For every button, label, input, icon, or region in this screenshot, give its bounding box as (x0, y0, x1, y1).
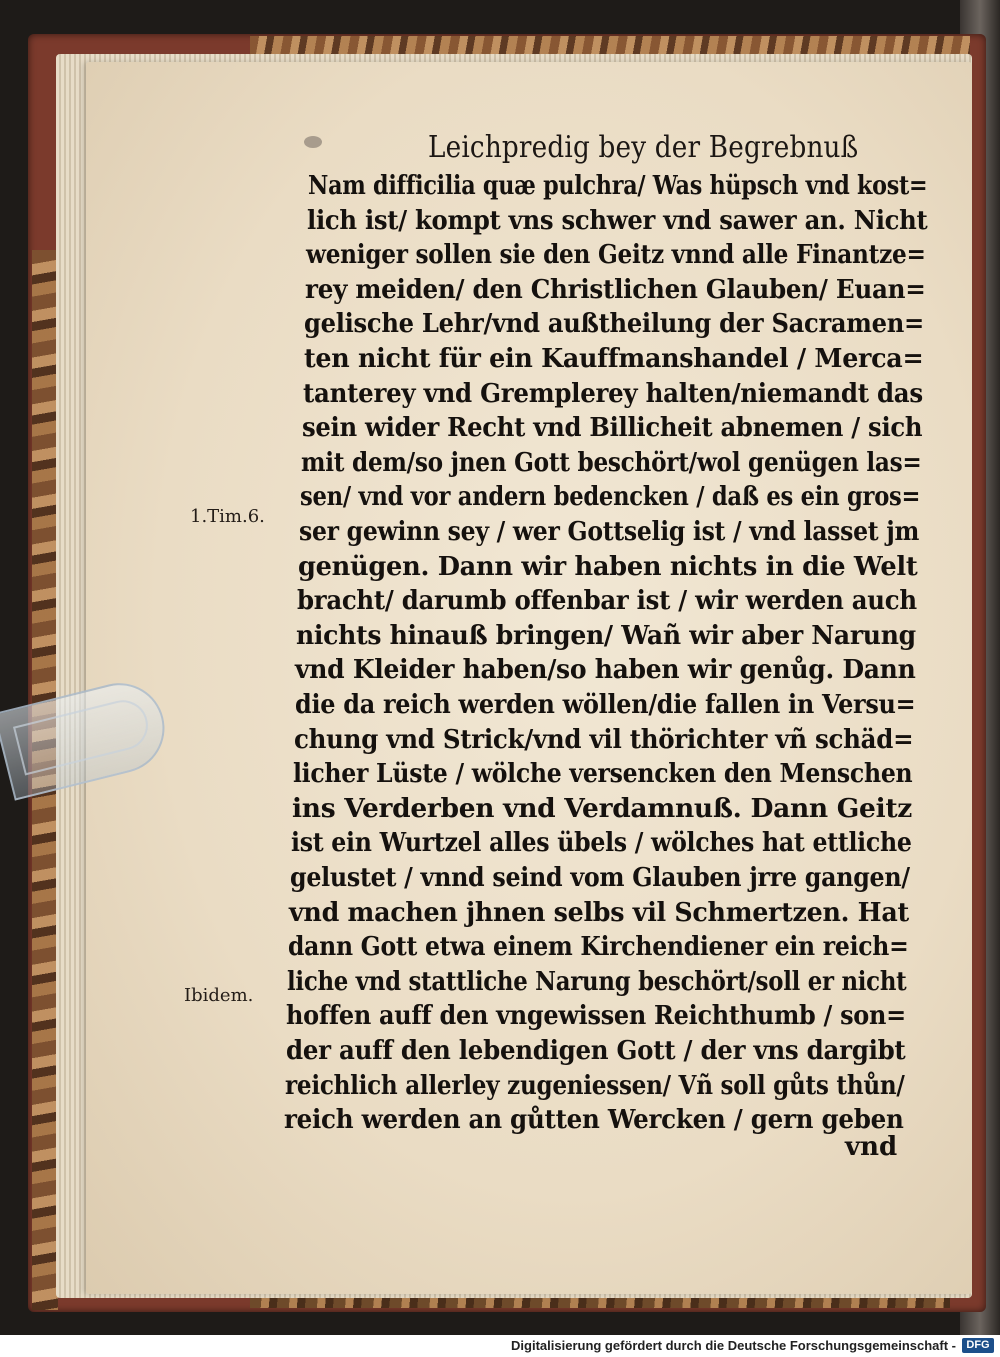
text-line: ser gewinn sey / wer Gottselig ist / vnd lasset jm (299, 517, 920, 547)
page-clip-inner (13, 695, 153, 775)
text-line: ins Verderben vnd Verdamnuß. Dann Geitz (292, 794, 912, 824)
text-line: chung vnd Strick/vnd vil thörichter vñ schäd= (294, 725, 914, 755)
text-line: reich werden an gůtten Wercken / gern geben (284, 1105, 904, 1135)
text-line: sein wider Recht vnd Billicheit abnemen / sich (302, 413, 923, 443)
text-line: liche vnd stattliche Narung beschört/soll er nicht (287, 967, 907, 997)
text-line: dann Gott etwa einem Kirchendiener ein reich= (288, 932, 909, 962)
margin-note-ibidem: Ibidem. (184, 985, 254, 1006)
text-line: mit dem/so jnen Gott beschört/wol genügen las= (301, 448, 922, 478)
text-line: tanterey vnd Gremplerey halten/niemandt das (303, 379, 923, 409)
text-line: vnd Kleider haben/so haben wir genůg. Dann (295, 655, 916, 685)
footer-credit: Digitalisierung gefördert durch die Deutsche Forschungsgemeinschaft - (511, 1338, 956, 1353)
body-text (284, 170, 934, 1150)
text-line: vnd machen jhnen selbs vil Schmertzen. Hat (289, 898, 909, 928)
dfg-logo: DFG (962, 1338, 994, 1353)
text-line: nichts hinauß bringen/ Wañ wir aber Narung (296, 621, 916, 651)
text-line: genügen. Dann wir haben nichts in die Welt (298, 552, 918, 582)
text-line: die da reich werden wöllen/die fallen in Versu= (295, 690, 916, 720)
text-line: gelische Lehr/vnd außtheilung der Sacramen= (304, 309, 925, 339)
text-line: sen/ vnd vor andern bedencken / daß es ein gros= (300, 482, 921, 512)
text-line: hoffen auff den vngewissen Reichthumb / son= (286, 1001, 906, 1031)
text-line: weniger sollen sie den Geitz vnnd alle Finantze= (306, 240, 926, 270)
running-header: Leichpredig bey der Begrebnuß (428, 130, 859, 165)
text-line: der auff den lebendigen Gott / der vns dargibt (286, 1036, 906, 1066)
text-line: rey meiden/ den Christlichen Glauben/ Euan= (305, 275, 926, 305)
ornament-mark (304, 136, 322, 148)
text-line: gelustet / vnnd seind vom Glauben jrre gangen/ (290, 863, 910, 893)
catchword: vnd (845, 1132, 898, 1162)
text-line: Nam difficilia quæ pulchra/ Was hüpsch vnd kost= (308, 171, 928, 201)
text-line: licher Lüste / wölche versencken den Menschen (293, 759, 913, 789)
text-line: bracht/ darumb offenbar ist / wir werden auch (297, 586, 917, 616)
margin-note-tim: 1.Tim.6. (190, 506, 265, 527)
text-line: ist ein Wurtzel alles übels / wölches hat ettliche (291, 828, 912, 858)
text-line: reichlich allerley zugeniessen/ Vñ soll gůts thůn/ (285, 1071, 905, 1101)
text-line: lich ist/ kompt vns schwer vnd sawer an. Nicht (307, 206, 928, 236)
text-line: ten nicht für ein Kauffmanshandel / Merca= (304, 344, 924, 374)
footer-bar (0, 1335, 1000, 1357)
